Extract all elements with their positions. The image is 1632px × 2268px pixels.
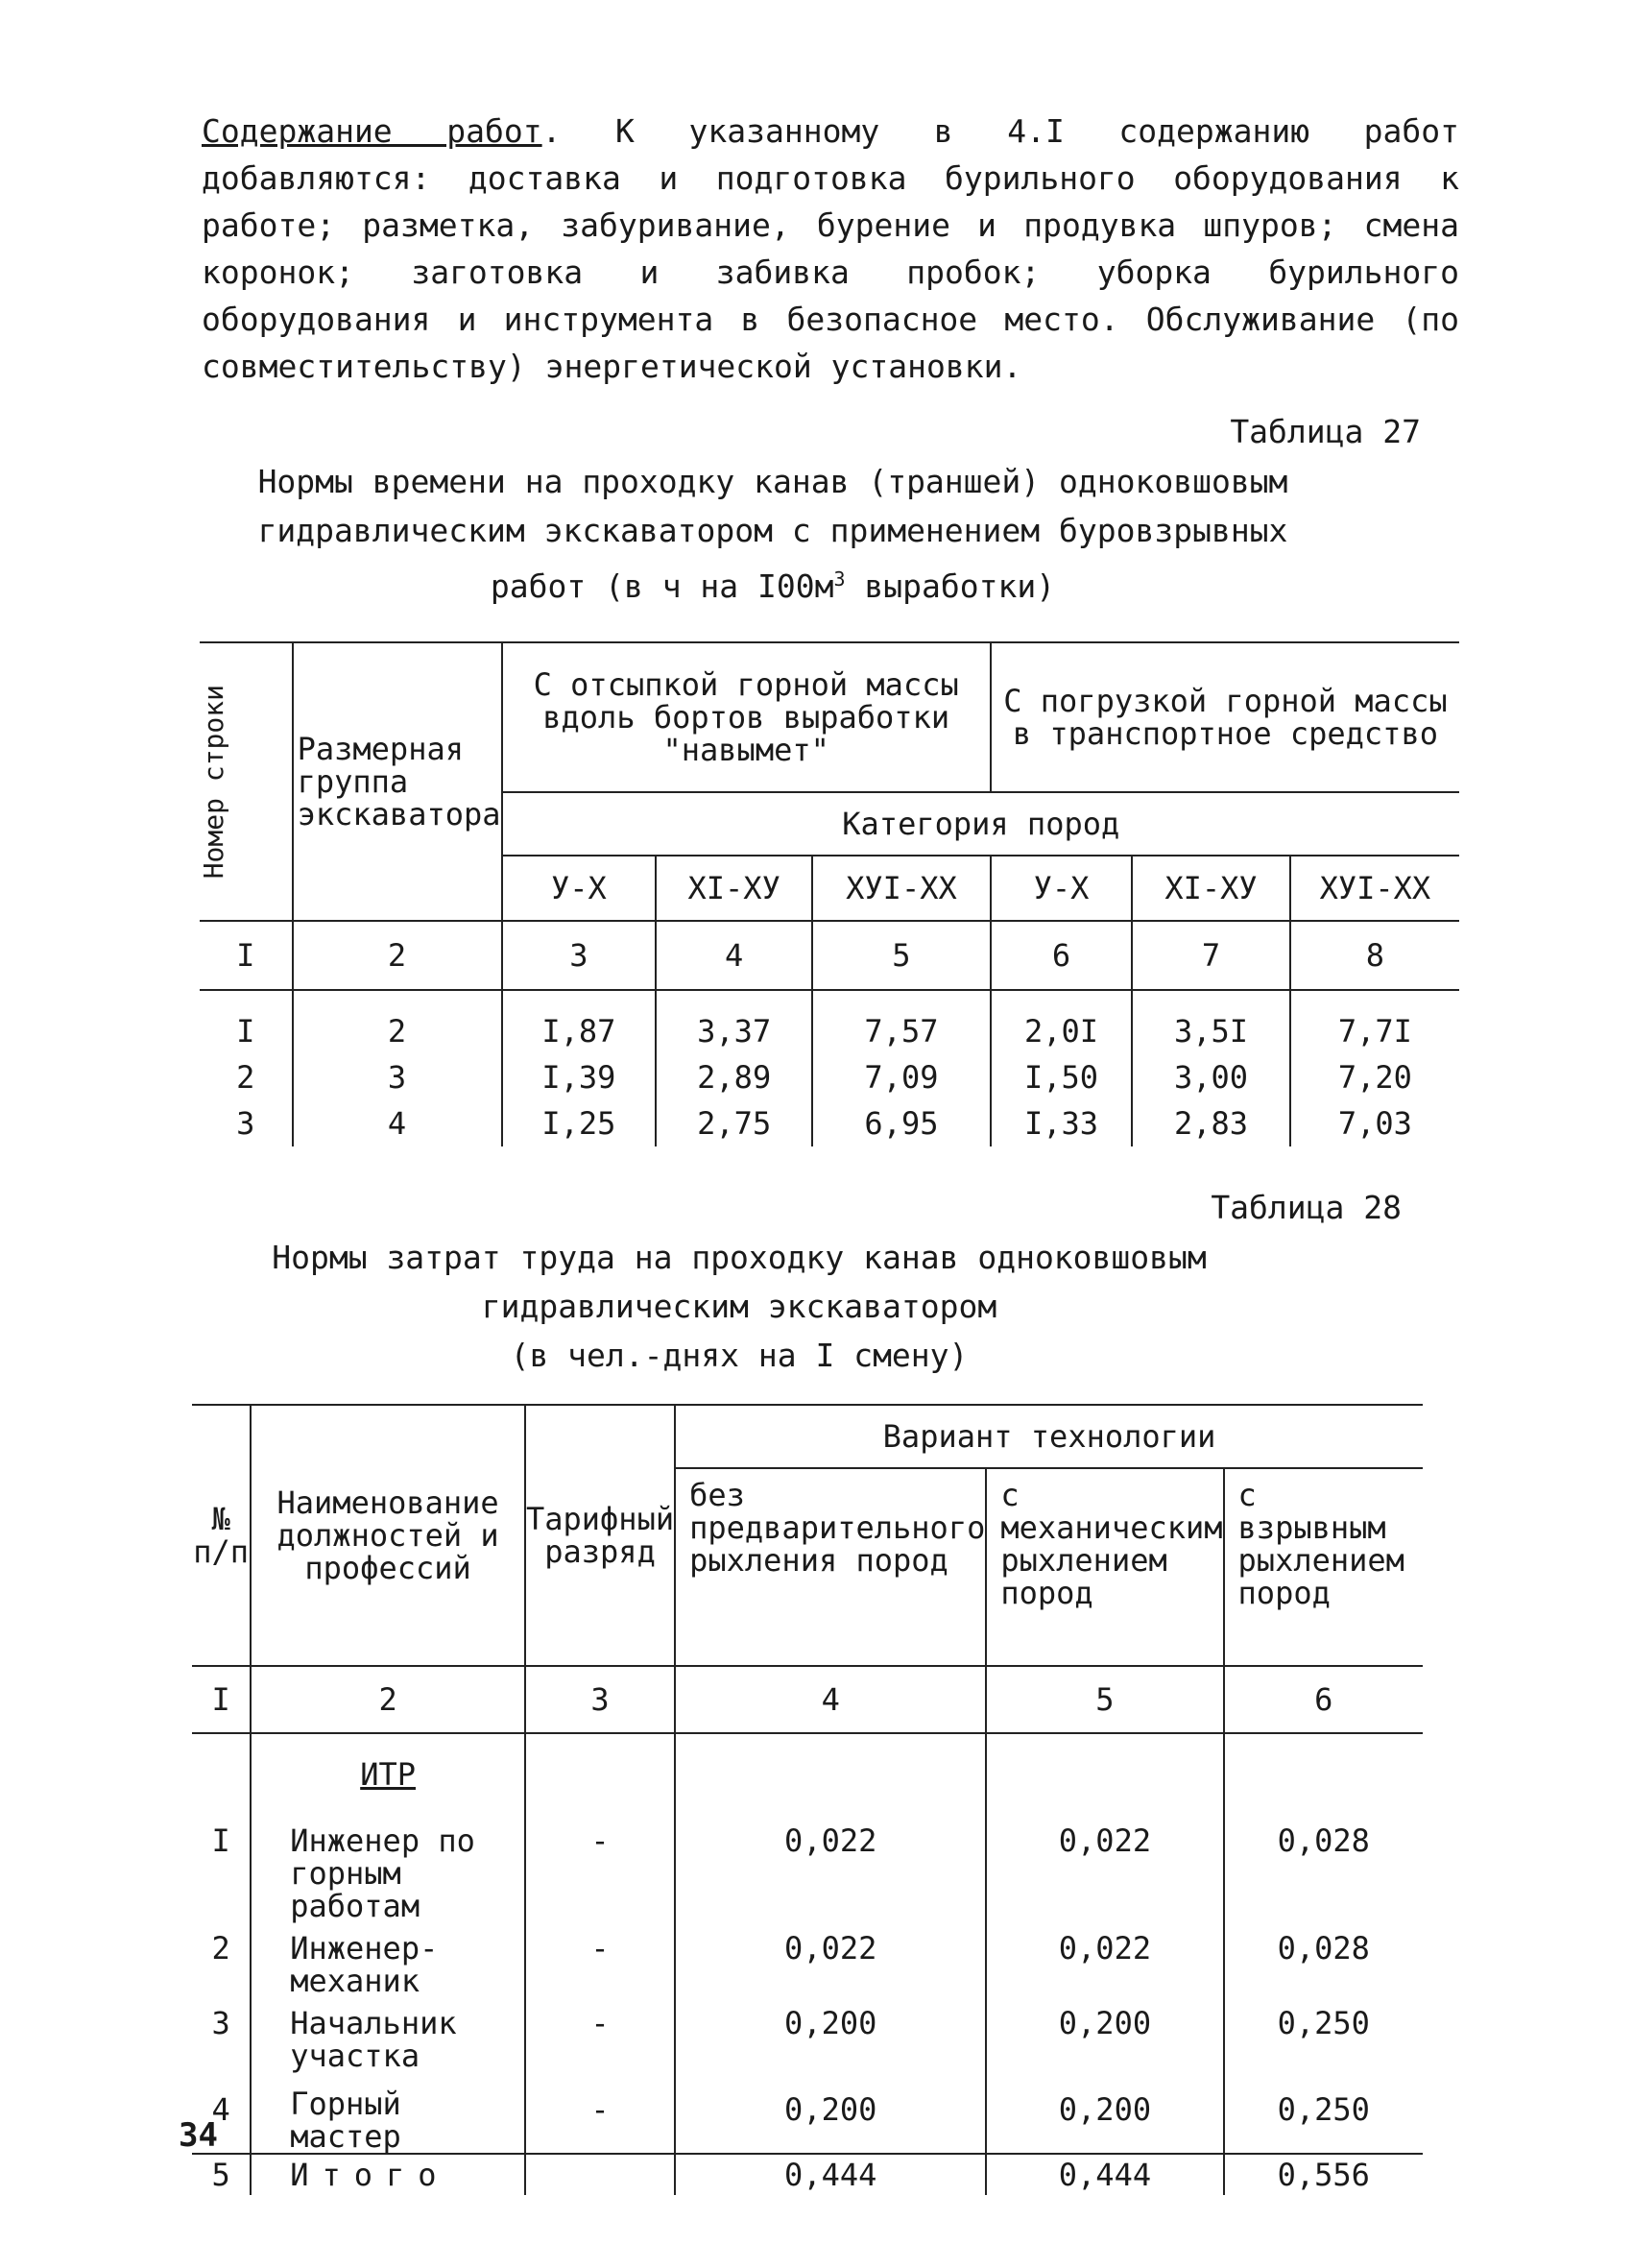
table28-index-5: 5 xyxy=(986,1666,1223,1733)
table28-empty xyxy=(192,1733,251,1815)
table27-label: Таблица 27 xyxy=(1230,413,1421,450)
table27-title-line3 xyxy=(221,555,1325,611)
table28-cell: 0,200 xyxy=(986,1997,1223,2084)
table28-head-v2: с механическим рыхлением пород xyxy=(986,1468,1223,1666)
table28-cell: 0,022 xyxy=(986,1922,1223,1997)
table28-total-cell xyxy=(525,2154,675,2195)
table27-index-1: I xyxy=(200,921,293,990)
table28-head-variant: Вариант технологии xyxy=(675,1405,1423,1468)
table28-total-cell: 0,556 xyxy=(1224,2154,1423,2195)
table27-title-line3-end: выработки) xyxy=(845,567,1056,605)
table28-index-3: 3 xyxy=(525,1666,675,1733)
table28-cell: 0,250 xyxy=(1224,2084,1423,2154)
table28-cell: 0,250 xyxy=(1224,1997,1423,2084)
intro-lead: Содержание работ xyxy=(202,112,542,150)
table27-index-7: 7 xyxy=(1132,921,1290,990)
table28-head-v1: без предварительного рыхления пород xyxy=(675,1468,986,1666)
table28-cell: 0,200 xyxy=(986,2084,1223,2154)
table28-row xyxy=(192,2084,1423,2154)
table27-cell: I xyxy=(200,990,293,1054)
table28-index-2: 2 xyxy=(251,1666,525,1733)
table28-title xyxy=(230,1233,1248,1380)
table28-cell: 0,022 xyxy=(675,1922,986,1997)
table28-total-cell: Итого xyxy=(251,2154,525,2195)
table28-cell: 0,022 xyxy=(675,1815,986,1922)
table28-row xyxy=(192,1815,1423,1922)
table27-row xyxy=(200,990,1459,1054)
table27-cell: I,39 xyxy=(502,1054,657,1100)
table27-cell: 4 xyxy=(293,1100,502,1146)
table27-title-line2: гидравлическим экскаватором с применением буровзрывных xyxy=(257,512,1288,549)
table27-row xyxy=(200,1100,1459,1146)
table28-cell: - xyxy=(525,2084,675,2154)
intro-text: . К указанному в 4.I содержанию работ добавляются: доставка и подготовка бурильного оборудования к работе; разметка, забуривание, бурение и продувка шпуров; смена коронок; заготовка и забивка пробок; уборка бурильного оборудования и инструмента в безопасное место. Обслуживание (по совместительству) энергетической установки. xyxy=(202,112,1459,385)
table27-cell: 3,00 xyxy=(1132,1054,1290,1100)
table27-cell: I,25 xyxy=(502,1100,657,1146)
table28-total-cell: 0,444 xyxy=(986,2154,1223,2195)
table27-cat-3: XУI-XX xyxy=(812,856,991,921)
table27-cell: 2,75 xyxy=(656,1100,812,1146)
table28-cell: 0,022 xyxy=(986,1815,1223,1922)
table27-index-5: 5 xyxy=(812,921,991,990)
table28-cell: - xyxy=(525,1815,675,1922)
table28-head-name: Наименование должностей и профессий xyxy=(251,1405,525,1666)
table27-row xyxy=(200,1054,1459,1100)
table27-title-line3-start: работ (в ч на I00м xyxy=(490,567,834,605)
table28-title-line2: гидравлическим экскаватором xyxy=(481,1288,997,1325)
table27-head-group: Размерная группа экскаватора xyxy=(293,642,502,921)
table28-cell: 3 xyxy=(192,1997,251,2084)
table27-head-row-no: Номер строки xyxy=(200,642,293,921)
table28-cell: 4 xyxy=(192,2084,251,2154)
table28-title-line3: (в чел.-днях на I смену) xyxy=(510,1337,969,1374)
table27-cell: 3,5I xyxy=(1132,990,1290,1054)
table27-cell: 7,09 xyxy=(812,1054,991,1100)
table28 xyxy=(192,1404,1423,2195)
table28-index-4: 4 xyxy=(675,1666,986,1733)
table28-cell: I xyxy=(192,1815,251,1922)
table28-head-v3: с взрывным рыхлением пород xyxy=(1224,1468,1423,1666)
table27-cell: 7,7I xyxy=(1290,990,1459,1054)
table28-cell: 0,200 xyxy=(675,1997,986,2084)
table27-cell: 3,37 xyxy=(656,990,812,1054)
table27-cat-4: У-X xyxy=(991,856,1132,921)
table27-title xyxy=(221,457,1325,611)
table27-cell: 7,03 xyxy=(1290,1100,1459,1146)
table28-cell: 0,028 xyxy=(1224,1815,1423,1922)
table27-cell: 7,20 xyxy=(1290,1054,1459,1100)
table28-cell: Инженер-механик xyxy=(251,1922,525,1997)
table27-head-dump: С отсыпкой горной массы вдоль бортов выработки "навымет" xyxy=(502,642,991,792)
table27-cat-1: У-X xyxy=(502,856,657,921)
table28-cell: 0,200 xyxy=(675,2084,986,2154)
table27-index-2: 2 xyxy=(293,921,502,990)
table27-cell: 3 xyxy=(293,1054,502,1100)
table28-cell: - xyxy=(525,1997,675,2084)
table27-cat-2: XI-XУ xyxy=(656,856,812,921)
table28-section-label: ИТР xyxy=(360,1756,416,1793)
table28-head-grade: Тарифный разряд xyxy=(525,1405,675,1666)
table28-index-1: I xyxy=(192,1666,251,1733)
table28-label: Таблица 28 xyxy=(1211,1189,1402,1226)
table28-head-no: № п/п xyxy=(192,1405,251,1666)
table28-empty xyxy=(675,1733,986,1815)
table28-cell: Начальник участка xyxy=(251,1997,525,2084)
table27-cat-6: XУI-XX xyxy=(1290,856,1459,921)
table28-total-cell: 0,444 xyxy=(675,2154,986,2195)
table27-cell: 7,57 xyxy=(812,990,991,1054)
table28-row xyxy=(192,1997,1423,2084)
table27-cell: 2,89 xyxy=(656,1054,812,1100)
table27-title-line1: Нормы времени на проходку канав (траншей) одноковшовым xyxy=(257,463,1288,500)
table27-cell: 6,95 xyxy=(812,1100,991,1146)
table27-cell: 2 xyxy=(200,1054,293,1100)
table28-cell: Горный мастер xyxy=(251,2084,525,2154)
page-number: 34 xyxy=(179,2116,218,2155)
table28-empty xyxy=(525,1733,675,1815)
table27-index-3: 3 xyxy=(502,921,657,990)
table28-cell: - xyxy=(525,1922,675,1997)
table27-head-load: С погрузкой горной массы в транспортное средство xyxy=(991,642,1459,792)
table28-total-row xyxy=(192,2154,1423,2195)
table27-cell: I,50 xyxy=(991,1054,1132,1100)
table27-cell: 2 xyxy=(293,990,502,1054)
table27-index-4: 4 xyxy=(656,921,812,990)
table27-index-6: 6 xyxy=(991,921,1132,990)
table27-index-8: 8 xyxy=(1290,921,1459,990)
table27-head-category: Категория пород xyxy=(502,792,1459,856)
table27-cell: 3 xyxy=(200,1100,293,1146)
table28-cell: 0,028 xyxy=(1224,1922,1423,1997)
table28-row xyxy=(192,1922,1423,1997)
table27-cell: I,33 xyxy=(991,1100,1132,1146)
table28-total-cell: 5 xyxy=(192,2154,251,2195)
table28-cell: 2 xyxy=(192,1922,251,1997)
table28-index-6: 6 xyxy=(1224,1666,1423,1733)
table27 xyxy=(200,641,1459,1146)
table28-title-line1: Нормы затрат труда на проходку канав одноковшовым xyxy=(272,1239,1207,1276)
table27-cat-5: XI-XУ xyxy=(1132,856,1290,921)
table27-cell: I,87 xyxy=(502,990,657,1054)
table27-cell: 2,83 xyxy=(1132,1100,1290,1146)
table28-empty xyxy=(1224,1733,1423,1815)
intro-paragraph xyxy=(202,108,1459,390)
table27-cell: 2,0I xyxy=(991,990,1132,1054)
table27-title-sup: 3 xyxy=(833,567,846,591)
table28-cell: Инженер по горным работам xyxy=(251,1815,525,1922)
table28-section xyxy=(251,1733,525,1815)
table28-empty xyxy=(986,1733,1223,1815)
